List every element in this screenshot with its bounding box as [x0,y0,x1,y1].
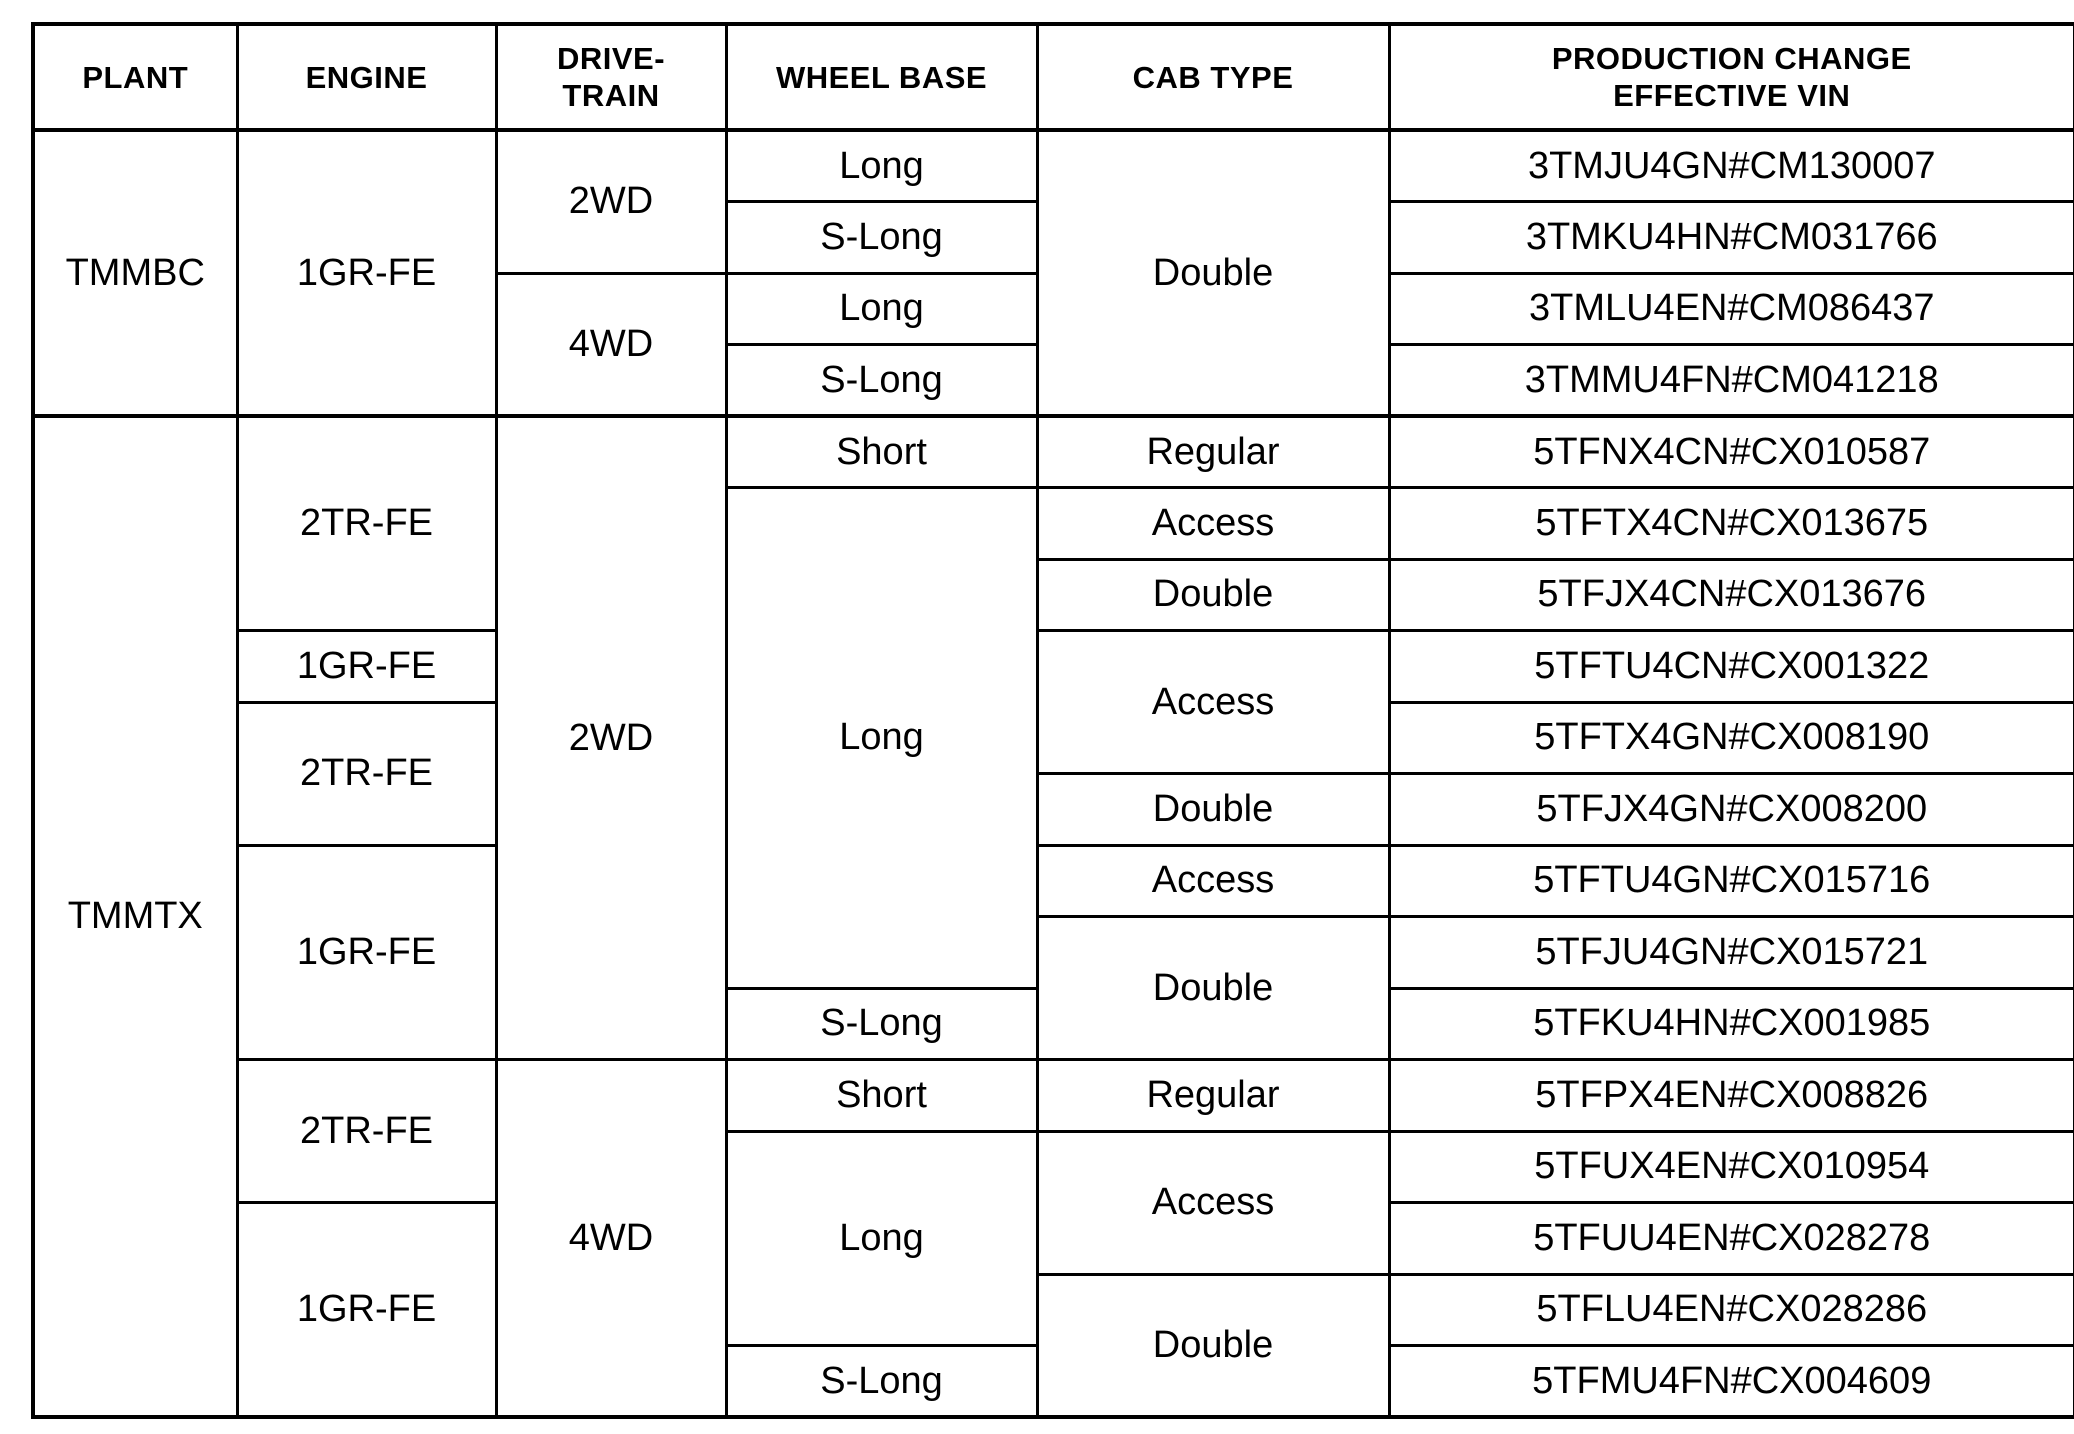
table-row [33,1060,2074,1132]
vin-cell: 3TMLU4EN#CM086437 [1389,273,2074,345]
table-row [33,130,2074,202]
vin-cell: 5TFTX4CN#CX013675 [1389,488,2074,560]
vin-cell: 5TFPX4EN#CX008826 [1389,1060,2074,1132]
table-row [33,631,2074,703]
wheel-base-cell: S-Long [726,202,1037,274]
wheel-base-cell: Short [726,1060,1037,1132]
cab-type-cell: Double [1037,559,1389,631]
cab-type-cell: Access [1037,631,1389,774]
engine-cell: 2TR-FE [237,416,496,631]
vin-cell: 3TMJU4GN#CM130007 [1389,130,2074,202]
header-drivetrain [496,24,726,130]
cab-type-cell: Access [1037,1131,1389,1274]
header-engine: ENGINE [237,24,496,130]
cab-type-cell: Double [1037,130,1389,416]
vin-cell: 5TFTU4GN#CX015716 [1389,845,2074,917]
engine-cell: 2TR-FE [237,1060,496,1203]
wheel-base-cell: Long [726,273,1037,345]
plant-cell: TMMBC [33,130,237,416]
header-cab-type: CAB TYPE [1037,24,1389,130]
drivetrain-cell: 4WD [496,1060,726,1418]
vin-cell: 5TFUX4EN#CX010954 [1389,1131,2074,1203]
wheel-base-cell: S-Long [726,988,1037,1060]
cab-type-cell: Double [1037,774,1389,846]
cab-type-cell: Double [1037,917,1389,1060]
header-drivetrain-line-1: DRIVE- [556,41,666,76]
header-drivetrain-line-2: TRAIN [562,78,660,113]
drivetrain-cell: 4WD [496,273,726,416]
vin-cell: 5TFTU4CN#CX001322 [1389,631,2074,703]
engine-cell: 1GR-FE [237,1203,496,1418]
wheel-base-cell: S-Long [726,1346,1037,1418]
vin-cell: 5TFTX4GN#CX008190 [1389,702,2074,774]
wheel-base-cell: Long [726,130,1037,202]
cab-type-cell: Regular [1037,1060,1389,1132]
engine-cell: 2TR-FE [237,702,496,845]
vin-cell: 5TFMU4FN#CX004609 [1389,1346,2074,1418]
wheel-base-cell: Long [726,488,1037,989]
cab-type-cell: Access [1037,845,1389,917]
cab-type-cell: Access [1037,488,1389,560]
table-row [33,416,2074,488]
drivetrain-cell: 2WD [496,130,726,273]
table-row [33,845,2074,917]
wheel-base-cell: Long [726,1131,1037,1346]
vin-cell: 5TFJX4CN#CX013676 [1389,559,2074,631]
cab-type-cell: Regular [1037,416,1389,488]
wheel-base-cell: S-Long [726,345,1037,417]
header-wheel-base: WHEEL BASE [726,24,1037,130]
plant-cell: TMMTX [33,416,237,1417]
drivetrain-cell: 2WD [496,416,726,1060]
vin-cell: 5TFJX4GN#CX008200 [1389,774,2074,846]
engine-cell: 1GR-FE [237,130,496,416]
vin-cell: 5TFJU4GN#CX015721 [1389,917,2074,989]
vin-cell: 5TFNX4CN#CX010587 [1389,416,2074,488]
header-effective-vin [1389,24,2074,130]
header-plant: PLANT [33,24,237,130]
engine-cell: 1GR-FE [237,845,496,1060]
vin-cell: 5TFLU4EN#CX028286 [1389,1274,2074,1346]
vin-cell: 5TFKU4HN#CX001985 [1389,988,2074,1060]
header-vin-line-2: EFFECTIVE VIN [1613,78,1851,113]
vin-change-table [31,22,2074,1419]
vin-cell: 5TFUU4EN#CX028278 [1389,1203,2074,1275]
engine-cell: 1GR-FE [237,631,496,703]
vin-cell: 3TMKU4HN#CM031766 [1389,202,2074,274]
wheel-base-cell: Short [726,416,1037,488]
vin-cell: 3TMMU4FN#CM041218 [1389,345,2074,417]
header-row [33,24,2074,130]
cab-type-cell: Double [1037,1274,1389,1417]
header-vin-line-1: PRODUCTION CHANGE [1551,41,1912,76]
